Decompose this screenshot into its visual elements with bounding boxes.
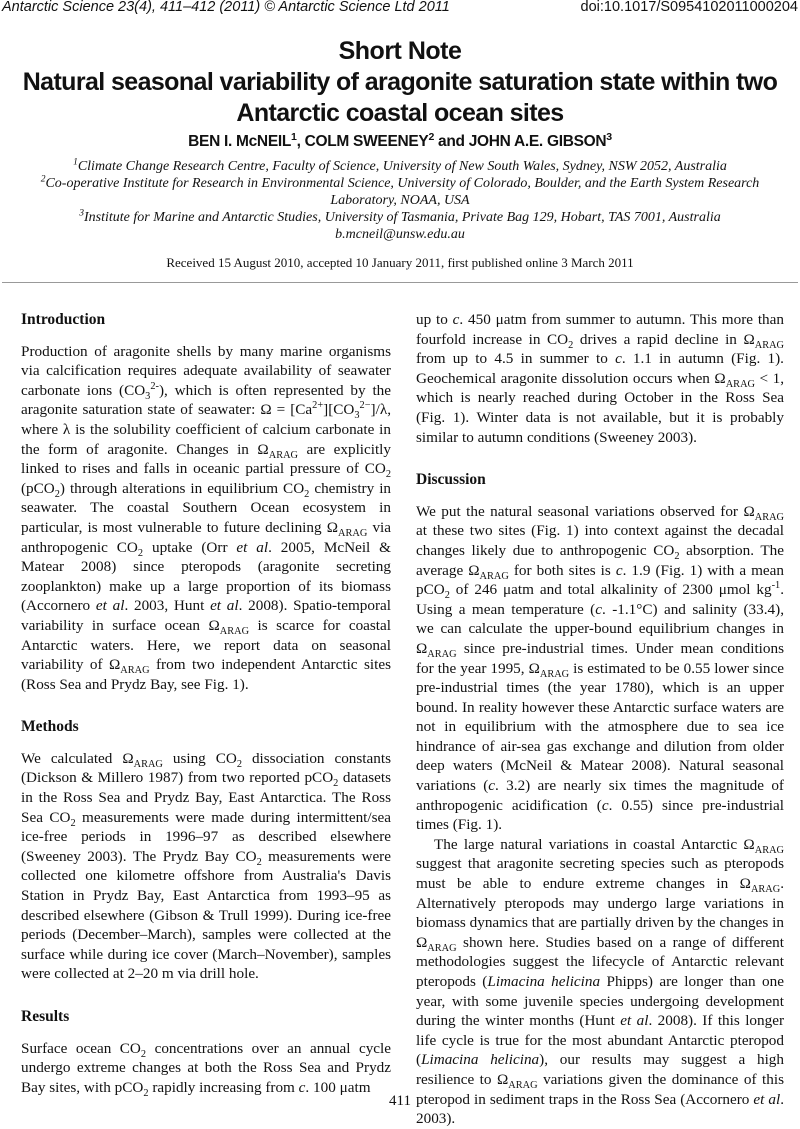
corresponding-email[interactable]: b.mcneil@unsw.edu.au — [335, 227, 465, 242]
results-paragraph-continued: up to c. 450 μatm from summer to autumn. This more than fourfold increase in $CO_2$ drives a rapid decline in $\Omega_{ARAG}$ from up to 4.5 in summer to c. 1.1 in autumn (Fig. 1). Geochemical aragonite dissolution occurs when $\Omega_{ARAG} < 1$, which is nearly reached during October in the Ross Sea (Fig. 1). Winter data is not available, but it is probably similar to autumn conditions (Sweeney 2003). — [416, 311, 784, 446]
affiliation-3: $^3$Institute for Marine and Antarctic Studies, University of Tasmania, Private Bag 129, Hobart, TAS 7001, Australia — [79, 208, 721, 225]
article-type: Short Note — [338, 37, 462, 65]
right-column — [416, 310, 784, 1129]
affiliation-1: $^1$Climate Change Research Centre, Faculty of Science, University of New South Wales, Sydney, NSW 2052, Australia — [73, 157, 727, 174]
affiliations — [0, 158, 800, 243]
affiliation-2: $^2$Co-operative Institute for Research in Environmental Science, University of Colorado, Boulder, and the Earth System Research Laboratory, NOAA, USA — [40, 174, 760, 208]
methods-paragraph: We calculated $\Omega_{ARAG}$ using $CO_2$ dissociation constants (Dickson & Millero 1987) from two reported pCO$_2$ datasets in the Ross Sea and Prydz Bay, East Antarctica. The Ross Sea $CO_2$ measurements were made during intermittent/sea ice-free periods in 1996–97 as described elsewhere (Sweeney 2003). The Prydz Bay $CO_2$ measurements were collected one kilometre offshore from Australia's Davis Station in Prydz Bay, East Antarctica from 1993–95 as described elsewhere (Gibson & Trull 1999). During ice-free periods (December–March), samples were collected at the surface while during ice cover (March–November), samples were collected at 2–20 m via drill hole. — [21, 749, 392, 983]
page-number: 411 — [389, 1093, 411, 1109]
running-head — [0, 0, 800, 18]
authors: BEN I. McNEIL$^1$, COLM SWEENEY$^2$ and JOHN A.E. GIBSON$^3$ — [188, 130, 612, 150]
discussion-paragraph-1: We put the natural seasonal variations observed for $\Omega_{ARAG}$ at these two sites (Fig. 1) into context against the decadal changes likely due to anthropogenic $CO_2$ absorption. The average $\Omega_{ARAG}$ for both sites is c. 1.9 (Fig. 1) with a mean pCO$_2$ of 246 μatm and total alkalinity of 2300 μmol $kg^{-1}$. Using a mean temperature (c. -1.1°C) and salinity (33.4), we can calculate the upper-bound equilibrium changes in $\Omega_{ARAG}$ since pre-industrial times. Under mean conditions for the year 1995, $\Omega_{ARAG}$ is estimated to be 0.55 lower since pre-industrial times (the year 1780), which is an upper bound. In reality however these Antarctic surface waters are not in equilibrium with the atmosphere due to sea ice hindrance of air-sea gas exchange and dilution from older deep waters (McNeil & Matear 2008). Natural seasonal variations (c. 3.2) are nearly six times the magnitude of anthropogenic acidification (c. 0.55) since pre-industrial times (Fig. 1). — [416, 502, 785, 834]
introduction-heading: Introduction — [21, 311, 106, 328]
doi[interactable]: doi:10.1017/S0954102011000204 — [580, 0, 798, 15]
left-column — [21, 310, 391, 1118]
results-paragraph: Surface ocean $CO_2$ concentrations over an annual cycle undergo extreme changes at both the Ross Sea and Prydz Bay sites, with pCO$_2$ rapidly increasing from c. 100 μatm — [21, 1039, 391, 1099]
journal-citation: Antarctic Science 23(4), 411–412 (2011) © Antarctic Science Ltd 2011 — [2, 0, 450, 15]
discussion-heading: Discussion — [416, 471, 486, 489]
article-title: Natural seasonal variability of aragonite saturation state within two Antarctic coastal ocean sites — [22, 68, 778, 127]
discussion-paragraph-2: The large natural variations in coastal Antarctic $\Omega_{ARAG}$ suggest that aragonite secreting species such as pteropods must be able to endure extreme changes in $\Omega_{ARAG}$. Alternatively pteropods may undergo large variations in biomass dynamics that are partially driven by the changes in $\Omega_{ARAG}$ shown here. Studies based on a range of different methodologies suggest the lifecycle of Antarctic relevant pteropods (Limacina helicina Phipps) are longer than one year, with some juvenile species undergoing development during the winter months (Hunt et al. 2008). If this longer life cycle is true for the most abundant Antarctic pteropod (Limacina helicina), our results may suggest a high resilience to $\Omega_{ARAG}$ variations given the dominance of this pteropod in sediment traps in the Ross Sea (Accornero et al. 2003). — [416, 835, 785, 1128]
introduction-paragraph: Production of aragonite shells by many marine organisms via calcification requires adequate availability of seawater carbonate ions $(CO_3^{2-})$, which is often represented by the aragonite saturation state of seawater: $\Omega = [Ca^{2+}][CO_3^{2-}]/\lambda$, where λ is the solubility coefficient of calcium carbonate in the form of aragonite. Changes in $\Omega_{ARAG}$ are explicitly linked to rises and falls in oceanic partial pressure of $CO_2$ (pCO$_2$) through alterations in equilibrium $CO_2$ chemistry in seawater. The coastal Southern Ocean ecosystem in particular, is most vulnerable to future declining $\Omega_{ARAG}$ via anthropogenic $CO_2$ uptake (Orr et al. 2005, McNeil & Matear 2008) since pteropods (aragonite secreting zooplankton) make up a large proportion of its biomass (Accornero et al. 2003, Hunt et al. 2008). Spatio-temporal variability in surface ocean $\Omega_{ARAG}$ is scarce for coastal Antarctic waters. Here, we report data on seasonal variability of $\Omega_{ARAG}$ from two independent Antarctic sites (Ross Sea and Prydz Bay, see Fig. 1). — [21, 342, 392, 693]
methods-heading: Methods — [21, 718, 79, 736]
title-block — [0, 36, 800, 129]
results-heading: Results — [21, 1008, 70, 1025]
received-dates: Received 15 August 2010, accepted 10 January 2011, first published online 3 March 2011 — [166, 255, 634, 270]
header-divider — [2, 282, 798, 283]
